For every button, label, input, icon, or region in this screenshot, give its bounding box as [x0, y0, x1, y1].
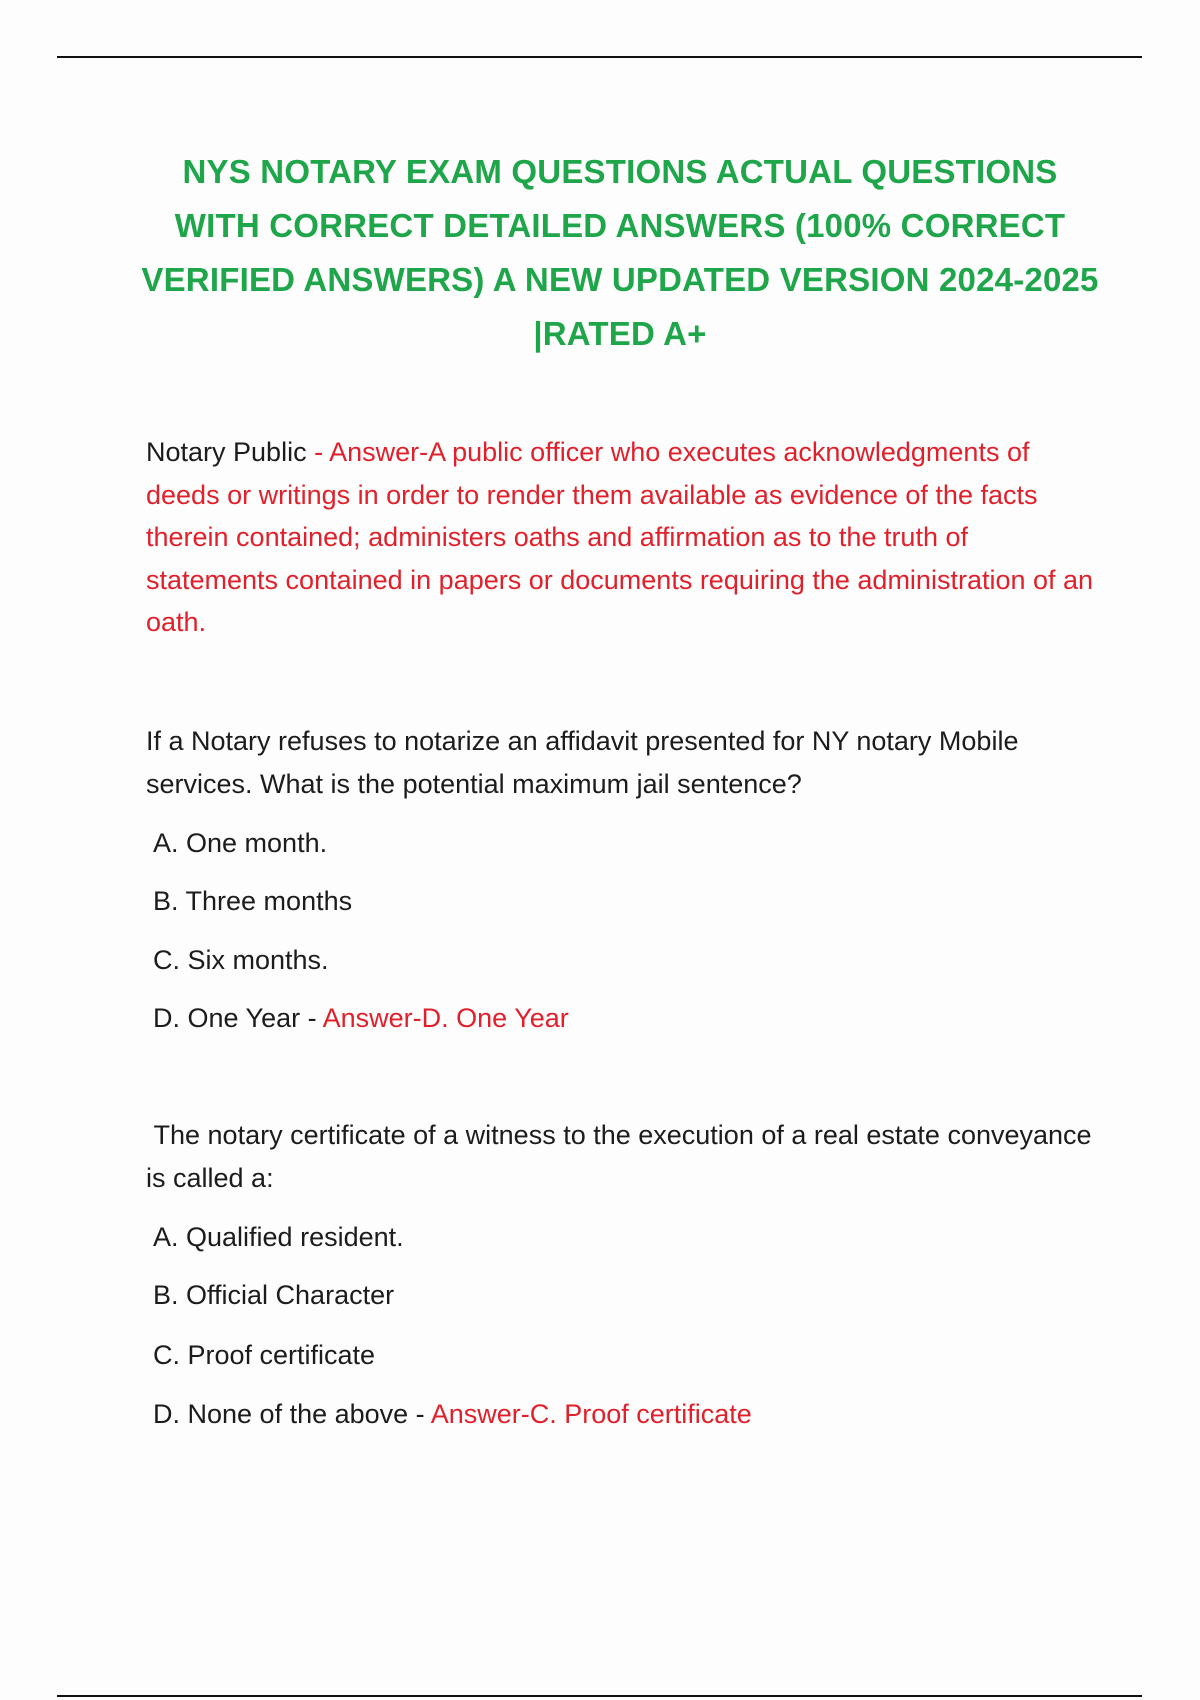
- question-2-option-b: B. Three months: [153, 886, 353, 916]
- question-2-separator: -: [300, 1003, 323, 1033]
- question-3-option-a: A. Qualified resident.: [153, 1222, 404, 1252]
- question-3-option-c: C. Proof certificate: [153, 1340, 376, 1370]
- question-3-text: The notary certificate of a witness to the execution of a real estate conveyance is called a:: [146, 1120, 1100, 1193]
- question-3-option-b: B. Official Character: [153, 1280, 395, 1310]
- question-2-option-d: [153, 1001, 569, 1035]
- question-3-answer: Answer-C. Proof certificate: [430, 1399, 752, 1429]
- question-2-option-d-text: D. One Year: [153, 1003, 301, 1033]
- question-3-option-d: [153, 1397, 752, 1431]
- question-1: [146, 431, 1096, 644]
- question-1-separator: -: [306, 437, 330, 467]
- question-1-term: Notary Public: [146, 437, 307, 467]
- question-1-answer: Answer-A public officer who executes acknowledgments of deeds or writings in order to render them available as evidence of the facts therein contained; administers oaths and affirmation as to the truth of statements contained in papers or documents requiring the administration of an oath.: [146, 437, 1094, 637]
- bottom-rule: [57, 1695, 1142, 1697]
- document-title: NYS NOTARY EXAM QUESTIONS ACTUAL QUESTIONS WITH CORRECT DETAILED ANSWERS (100% CORRECT VERIFIED ANSWERS) A NEW UPDATED VERSION 2024-2025 |RATED A+: [141, 153, 1099, 352]
- question-2-option-a: A. One month.: [153, 828, 328, 858]
- question-2-text: If a Notary refuses to notarize an affidavit presented for NY notary Mobile services. What is the potential maximum jail sentence?: [146, 726, 1019, 799]
- question-2-option-c: C. Six months.: [153, 945, 329, 975]
- top-rule: [57, 56, 1142, 58]
- question-3-separator: -: [408, 1399, 431, 1429]
- question-2-answer: Answer-D. One Year: [322, 1003, 569, 1033]
- question-3-option-d-text: D. None of the above: [153, 1399, 409, 1429]
